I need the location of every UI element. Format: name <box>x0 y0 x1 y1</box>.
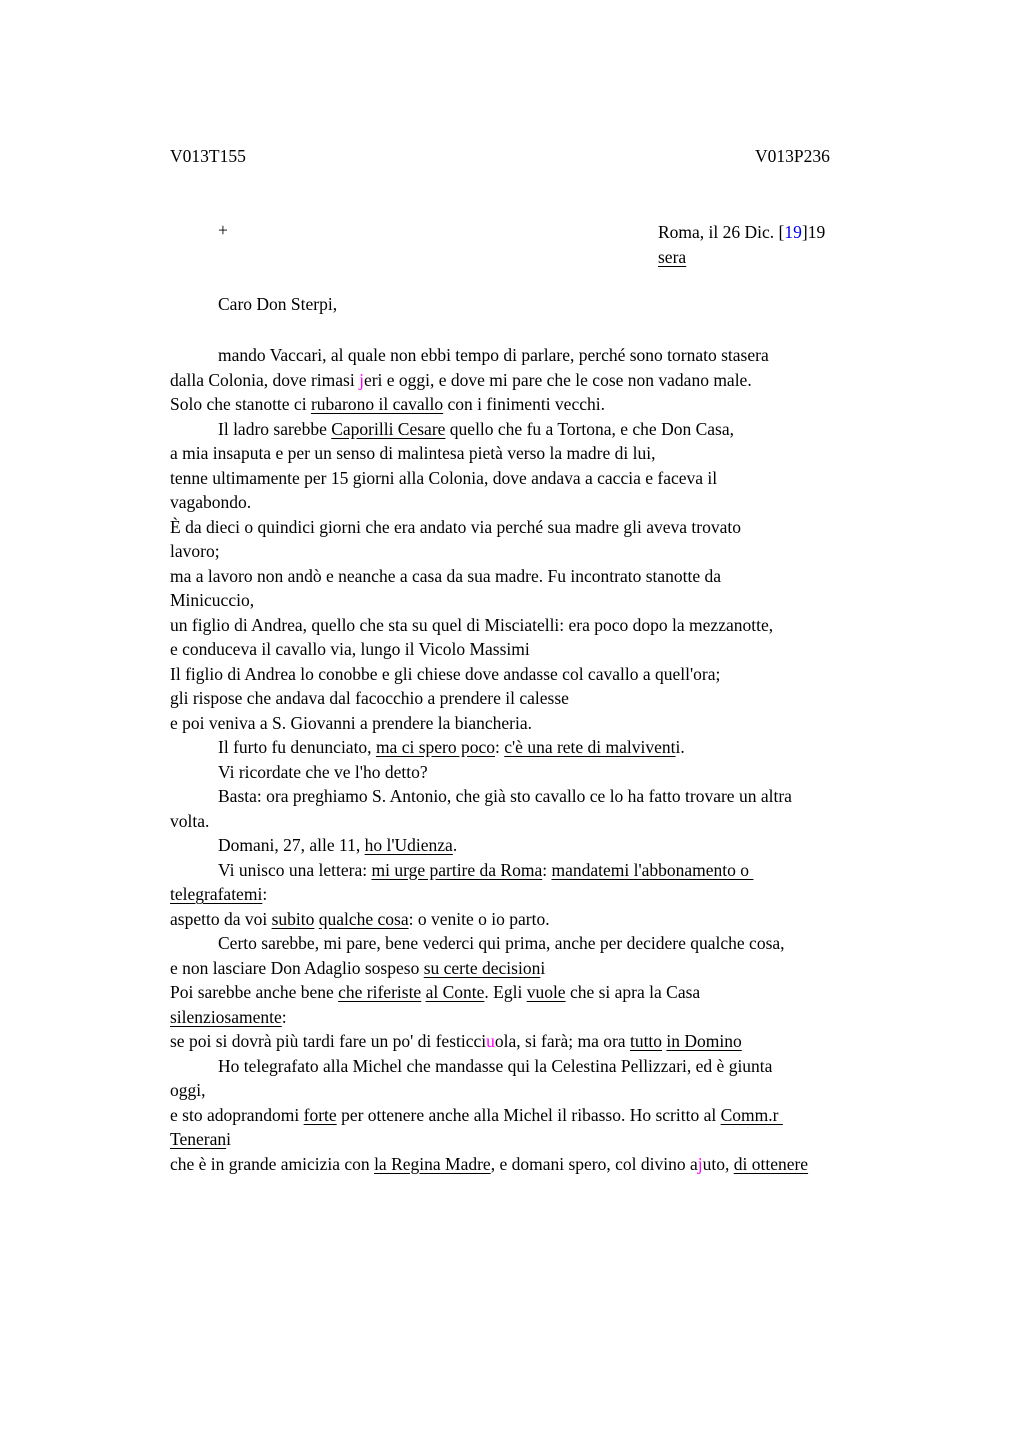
text-segment: silenziosamente <box>170 1006 282 1027</box>
text-segment: subito <box>271 908 315 929</box>
text-segment: Il ladro sarebbe <box>218 418 332 439</box>
text-segment: Ho telegrafato alla Michel che mandasse qui la Celestina Pellizzari, ed è giunta <box>218 1055 773 1076</box>
body-line <box>170 613 808 638</box>
text-segment: i <box>540 957 546 978</box>
text-segment: c'è una rete di malvivent <box>504 737 676 757</box>
text-segment: lavoro; <box>170 541 220 561</box>
body-line <box>170 858 808 883</box>
text-segment: e non lasciare Don Adaglio sospeso <box>170 957 424 978</box>
text-segment: quello che fu a Tortona, e che Don Casa, <box>445 418 734 439</box>
text-segment: dalla Colonia, dove rimasi <box>170 369 360 390</box>
text-segment: : <box>542 859 552 880</box>
text-segment: tenne ultimamente per 15 giorni alla Colonia, dove andava a caccia e faceva il <box>170 467 718 488</box>
body-line <box>170 539 808 564</box>
salutation: Caro Don Sterpi, <box>218 294 338 314</box>
text-segment: a mia insaputa e per un senso di malintesa pietà verso la madre di lui, <box>170 443 656 463</box>
text-segment: , e domani spero, col divino a <box>490 1153 698 1174</box>
body-line <box>170 1127 808 1152</box>
document-id-right: V013P236 <box>755 146 830 166</box>
text-segment: Solo che stanotte ci <box>170 394 311 414</box>
text-segment: per ottenere anche alla Michel il ribasso. Ho scritto al <box>336 1104 721 1125</box>
body-line <box>170 882 808 907</box>
text-segment: È da dieci o quindici giorni che era andato via perché sua madre gli aveva trovato <box>170 516 741 537</box>
text-segment: Il figlio di Andrea lo conobbe e gli chiese dove andasse col cavallo a quell'ora; <box>170 663 721 684</box>
text-segment: un figlio di Andrea, quello che sta su quel di Misciatelli: era poco dopo la mezzanotte, <box>170 614 774 635</box>
body-line <box>170 662 808 687</box>
text-segment: Domani, 27, alle 11, <box>218 835 365 855</box>
text-segment: telegrafatemi <box>170 884 263 904</box>
text-segment: uto, <box>702 1153 734 1174</box>
text-segment: j <box>697 1153 703 1174</box>
text-segment: Vi ricordate che ve l'ho detto? <box>218 761 428 782</box>
text-segment: Basta: ora preghiamo S. Antonio, che già sto cavallo ce lo ha fatto trovare un altra <box>218 786 792 806</box>
text-segment: rubarono il cavallo <box>310 394 444 414</box>
body-line <box>170 368 808 393</box>
text-segment: ola, si farà; ma ora <box>494 1031 630 1051</box>
body-line <box>170 809 808 834</box>
body-line <box>170 343 808 368</box>
text-segment: forte <box>303 1104 337 1125</box>
text-segment: e sto adoprandomi <box>170 1104 304 1125</box>
text-segment: eri e oggi, e dove mi pare che le cose non vadano male. <box>363 369 752 390</box>
body-line <box>170 1005 808 1030</box>
text-segment: con i finimenti vecchi. <box>443 394 605 414</box>
body-line <box>170 760 808 785</box>
body-line <box>170 931 808 956</box>
text-segment: j <box>359 369 364 390</box>
text-segment: : <box>495 737 505 757</box>
text-segment: : o venite o io parto. <box>408 908 550 929</box>
text-segment: su certe decision <box>423 957 541 978</box>
text-segment: u <box>486 1031 495 1051</box>
body-line <box>170 637 808 662</box>
body-line <box>170 686 808 711</box>
text-segment: i <box>226 1129 231 1149</box>
text-segment: di ottenere <box>733 1153 809 1174</box>
body-line <box>170 833 808 858</box>
text-segment: mandatemi l'abbonamento o <box>551 859 754 880</box>
text-segment: e poi veniva a S. Giovanni a prendere la biancheria. <box>170 712 533 733</box>
body-line <box>170 392 808 417</box>
text-segment: : <box>281 1006 287 1027</box>
text-segment: gli rispose che andava dal facocchio a prendere il calesse <box>170 688 569 708</box>
text-segment: : <box>262 884 268 904</box>
dateline-sera <box>658 245 825 270</box>
body-line <box>170 784 808 809</box>
text-segment: Roma, il 26 Dic. [ <box>658 222 785 242</box>
text-segment: se poi si dovrà più tardi fare un po' di festicci <box>170 1031 487 1051</box>
text-segment: Comm.r <box>720 1104 783 1125</box>
text-segment: Minicuccio, <box>170 590 255 610</box>
body-line <box>170 1054 808 1079</box>
text-segment: sera <box>658 246 687 267</box>
text-segment: vagabondo. <box>170 492 252 512</box>
body-line <box>170 956 808 981</box>
text-segment: Poi sarebbe anche bene <box>170 982 339 1002</box>
text-segment: in Domino <box>666 1031 742 1051</box>
body-line <box>170 1078 808 1103</box>
body-line <box>170 490 808 515</box>
body-line <box>170 1103 808 1128</box>
cross-mark: + <box>218 220 228 240</box>
text-segment: vuole <box>526 982 566 1002</box>
text-segment: che si apra la Casa <box>565 982 701 1002</box>
text-segment: Teneran <box>170 1129 227 1149</box>
body-line <box>170 1029 808 1054</box>
body-line <box>170 735 808 760</box>
date-block <box>658 220 825 269</box>
text-segment: . <box>452 835 458 855</box>
text-segment: ho l'Udienza <box>364 835 453 855</box>
text-segment: . Egli <box>484 982 527 1002</box>
document-id-left: V013T155 <box>170 146 246 166</box>
body-line <box>170 980 808 1005</box>
body-line <box>170 588 808 613</box>
body-line <box>170 466 808 491</box>
text-segment: al Conte <box>425 982 485 1002</box>
text-segment: 19 <box>784 222 802 242</box>
text-segment: volta. <box>170 810 210 831</box>
letter-body <box>170 343 808 1176</box>
body-line <box>170 515 808 540</box>
text-segment: Caporilli Cesare <box>331 418 446 439</box>
body-line <box>170 711 808 736</box>
body-line <box>170 441 808 466</box>
text-segment: ma ci spero poco <box>375 737 495 757</box>
text-segment: tutto <box>629 1031 663 1051</box>
body-line <box>170 417 808 442</box>
text-segment: mi urge partire da Roma <box>371 859 543 880</box>
body-line <box>170 1152 808 1177</box>
text-segment: che riferiste <box>338 982 422 1002</box>
dateline <box>658 220 825 245</box>
text-segment: aspetto da voi <box>170 908 272 929</box>
body-line <box>170 564 808 589</box>
text-segment: che è in grande amicizia con <box>170 1153 375 1174</box>
text-segment: qualche cosa <box>318 908 409 929</box>
text-segment: ]19 <box>801 222 826 242</box>
text-segment: e conduceva il cavallo via, lungo il Vicolo Massimi <box>170 639 530 659</box>
text-segment: Il furto fu denunciato, <box>218 737 376 757</box>
text-segment: Vi unisco una lettera: <box>218 859 372 880</box>
text-segment: oggi, <box>170 1080 206 1100</box>
text-segment: Certo sarebbe, mi pare, bene vederci qui prima, anche per decidere qualche cosa, <box>218 933 785 953</box>
text-segment: mando Vaccari, al quale non ebbi tempo di parlare, perché sono tornato stasera <box>218 345 769 365</box>
body-line <box>170 907 808 932</box>
text-segment: la Regina Madre <box>374 1153 491 1174</box>
text-segment: i. <box>675 737 685 757</box>
text-segment: ma a lavoro non andò e neanche a casa da sua madre. Fu incontrato stanotte da <box>170 565 722 586</box>
